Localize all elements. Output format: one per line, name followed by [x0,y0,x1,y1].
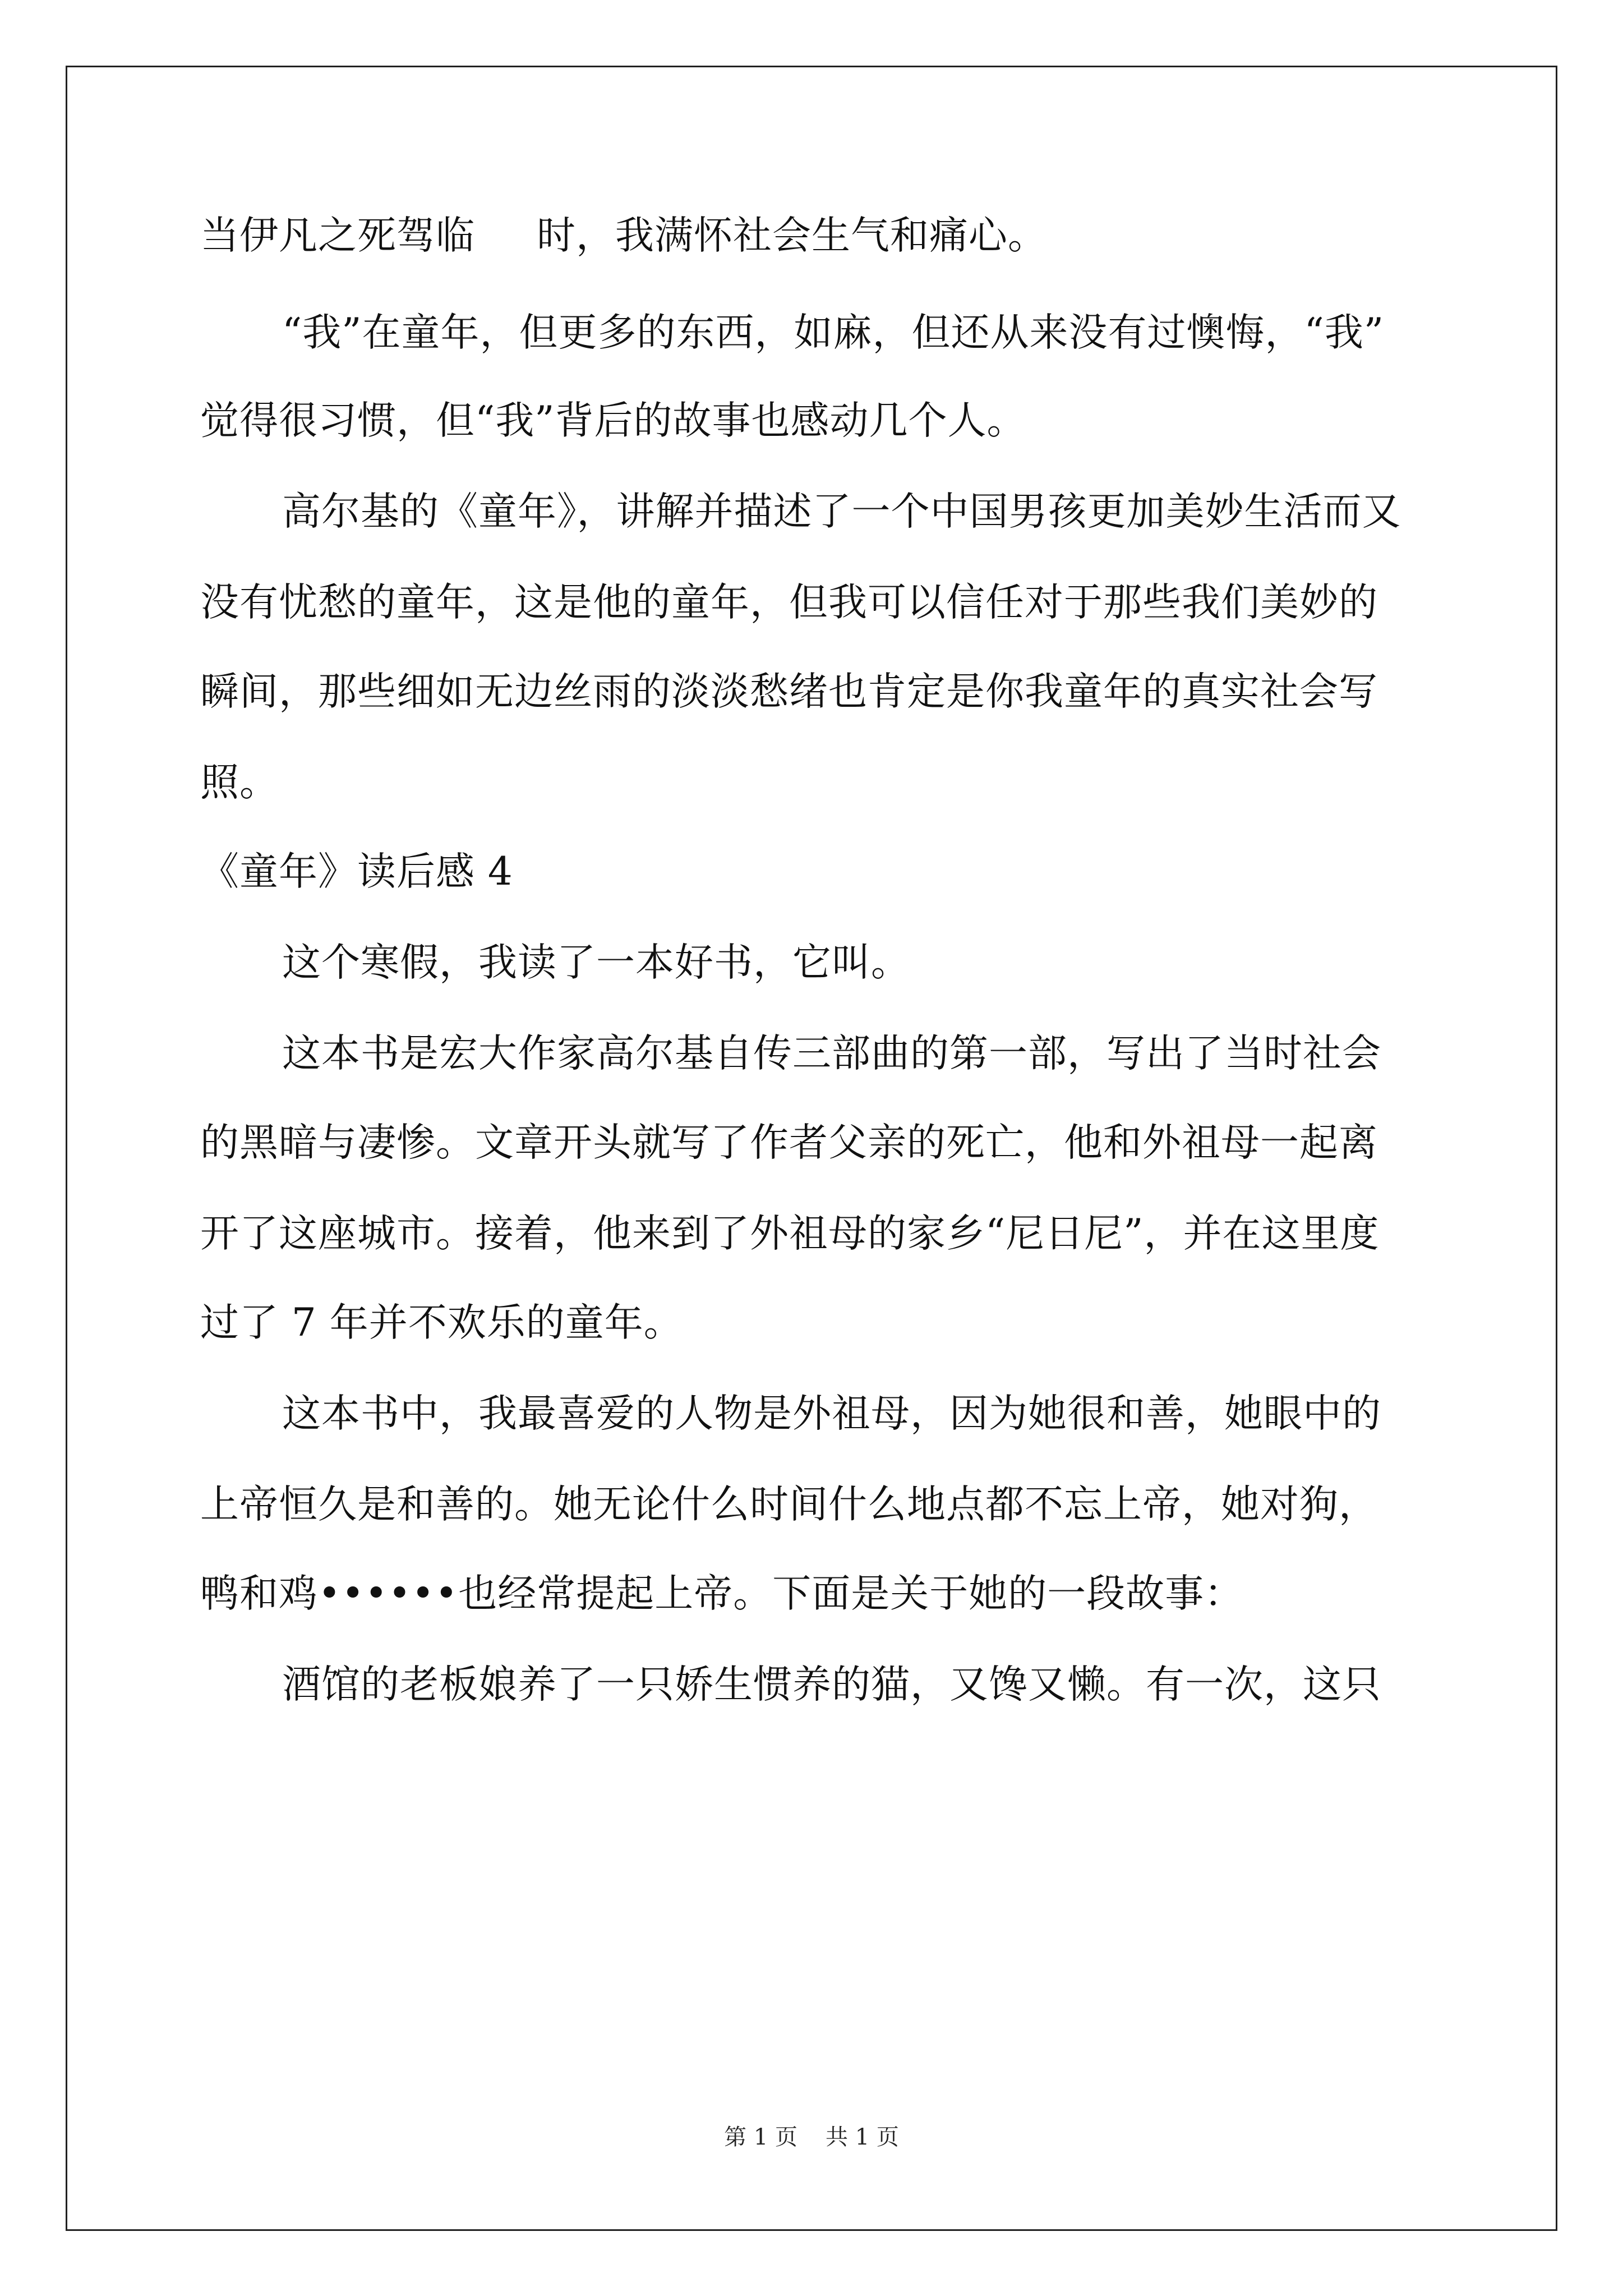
paragraph-line: 觉得很习惯，但“我”背后的故事也感动几个人。 [200,398,1026,443]
paragraph-line: 没有忧愁的童年，这是他的童年，但我可以信任对于那些我们美妙的 [200,580,1378,625]
paragraph-line: 这本书中，我最喜爱的人物是外祖母，因为她很和善，她眼中的 [282,1391,1381,1436]
paragraph-line: 上帝恒久是和善的。她无论什么时间什么地点都不忘上帝，她对狗， [200,1482,1378,1527]
paragraph-line: 照。 [200,760,279,805]
page-total: 共 1 页 [826,2124,899,2150]
paragraph-line: 高尔基的《童年》，讲解并描述了一个中国男孩更加美妙生活而又 [282,489,1401,534]
paragraph-line: 开了这座城市。接着，他来到了外祖母的家乡“尼日尼”，并在这里度 [200,1211,1380,1256]
paragraph-line: “我”在童年，但更多的东西，如麻，但还从来没有过懊悔，“我” [282,310,1385,355]
text-segment: 当伊凡之死驾临 [200,213,475,258]
paragraph-line: 酒馆的老板娘养了一只娇生惯养的猫，又馋又懒。有一次，这只 [282,1662,1381,1707]
page-footer [0,2120,1623,2154]
text-line [200,208,1047,264]
section-heading: 《童年》读后感 4 [200,849,513,894]
paragraph-line: 的黑暗与凄惨。文章开头就写了作者父亲的死亡，他和外祖母一起离 [200,1120,1378,1165]
paragraph-line: 鸭和鸡••••••也经常提起上帝。下面是关于她的一段故事： [200,1571,1244,1616]
text-segment: 时，我满怀社会生气和痛心。 [537,213,1047,258]
paragraph-line: 瞬间，那些细如无边丝雨的淡淡愁绪也肯定是你我童年的真实社会写 [200,669,1378,714]
paragraph-line: 这个寒假，我读了一本好书，它叫。 [282,940,910,985]
page-number: 第 1 页 [724,2124,797,2150]
paragraph-line: 过了 7 年并不欢乐的童年。 [200,1300,683,1345]
paragraph-line: 这本书是宏大作家高尔基自传三部曲的第一部，写出了当时社会 [282,1031,1381,1076]
